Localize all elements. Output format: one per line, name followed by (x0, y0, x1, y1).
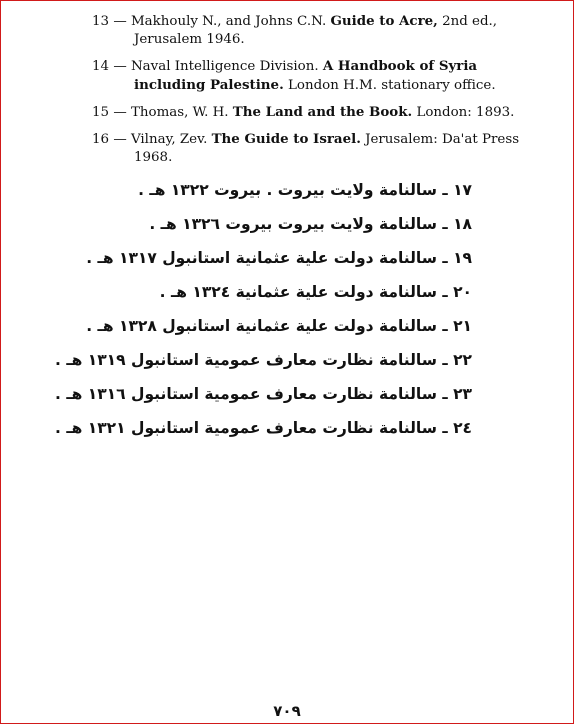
bib-entry-13 (92, 12, 532, 49)
entry-title: The Land and the Book. (232, 104, 413, 120)
arabic-entry-21: ٢١ ـ سالنامة دولت علية عثمانية استانبول ١٣٢٨ هـ . (86, 317, 472, 335)
arabic-bibliography (55, 180, 472, 452)
entry-number: 16 (92, 132, 110, 147)
arabic-entry-22: ٢٢ ـ سالنامة نظارت معارف عمومية استانبول ١٣١٩ هـ . (55, 351, 472, 369)
entry-author: — Vilnay, Zev. (113, 132, 212, 147)
bib-entry-16 (92, 130, 532, 167)
entry-publication: Jerusalem: Da'at Press 1968. (134, 132, 520, 165)
bib-entry-15 (92, 103, 532, 122)
entry-publication: London: 1893. (412, 105, 515, 120)
entry-publication: London H.M. stationary office. (283, 78, 496, 93)
arabic-entry-24: ٢٤ ـ سالنامة نظارت معارف عمومية استانبول ١٣٢١ هـ . (55, 419, 472, 437)
entry-number: 14 (92, 59, 110, 74)
entry-title: A Handbook of Syria including Palestine. (134, 58, 478, 93)
entry-author: — Makhouly N., and Johns C.N. (113, 14, 331, 29)
latin-bibliography (92, 12, 532, 175)
entry-title: The Guide to Israel. (211, 131, 361, 147)
arabic-entry-17: ١٧ ـ سالنامة ولايت بيروت . بيروت ١٣٢٢ هـ . (138, 181, 472, 199)
arabic-entry-23: ٢٣ ـ سالنامة نظارت معارف عمومية استانبول ١٣١٦ هـ . (55, 385, 472, 403)
entry-number: 15 (92, 105, 110, 120)
bib-entry-14 (92, 57, 532, 95)
arabic-entry-19: ١٩ ـ سالنامة دولت علية عثمانية استانبول ١٣١٧ هـ . (86, 249, 472, 267)
page-number: ٧٠٩ (273, 702, 301, 720)
entry-author: — Thomas, W. H. (113, 105, 233, 120)
entry-author: — Naval Intelligence Division. (113, 59, 323, 74)
entry-publication: 2nd ed., Jerusalem 1946. (134, 14, 498, 47)
entry-number: 13 (92, 14, 110, 29)
arabic-entry-18: ١٨ ـ سالنامة ولايت بيروت بيروت ١٣٢٦ هـ . (149, 215, 472, 233)
entry-title: Guide to Acre, (330, 13, 438, 29)
arabic-entry-20: ٢٠ ـ سالنامة دولت علية عثمانية ١٣٢٤ هـ . (159, 283, 472, 301)
